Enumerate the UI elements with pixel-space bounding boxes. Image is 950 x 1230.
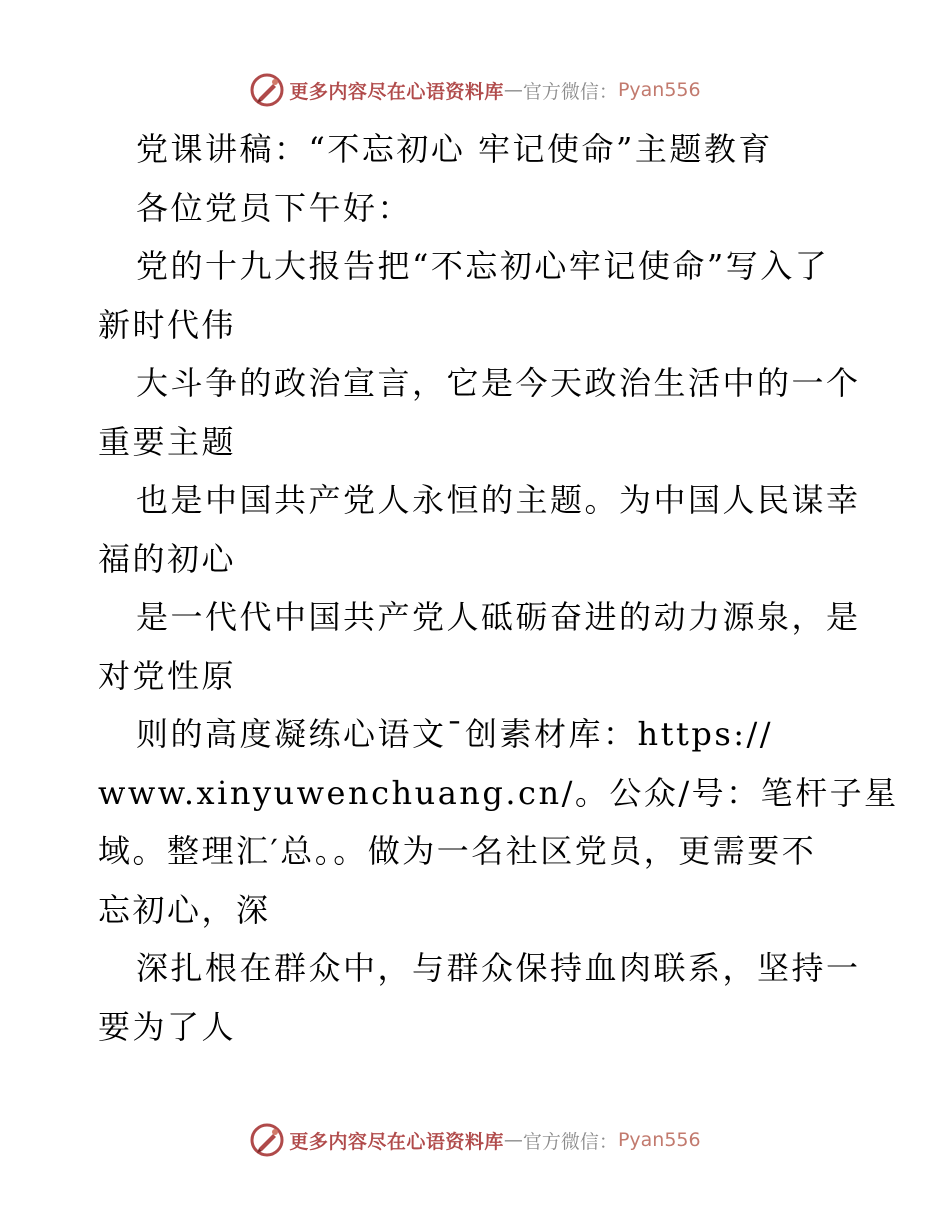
paragraph-line: 深扎根在群众中，与群众保持血肉联系，坚持一 <box>136 949 861 987</box>
wechat-label: 官方微信： <box>522 1130 618 1153</box>
site-text: 更多内容尽在心语资料库 <box>289 1130 504 1153</box>
wechat-id: Pyan556 <box>617 1129 701 1151</box>
paragraph-line: 则的高度凝练心语文¯创素材库：https:// <box>136 715 774 753</box>
greeting: 各位党员下午好： <box>136 188 413 227</box>
site-text: 更多内容尽在心语资料库 <box>289 80 504 103</box>
paragraph-line: 忘初心，深 <box>98 890 271 929</box>
document-body <box>98 120 899 1056</box>
banner-dash: — <box>503 1129 523 1151</box>
paragraph-line: 域。整理汇′总。。做为一名社区党员，更需要不 <box>98 832 817 870</box>
paragraph-line: 重要主题 <box>98 422 237 461</box>
paragraph-line: 是一代代中国共产党人砥砺奋进的动力源泉，是 <box>136 598 861 636</box>
banner-dash: — <box>503 79 523 101</box>
paragraph-line: 大斗争的政治宣言，它是今天政治生活中的一个 <box>136 364 861 402</box>
document-title: 党课讲稿：“不忘初心 牢记使命”主题教育 <box>136 130 773 168</box>
pen-logo-icon <box>249 1122 285 1158</box>
pen-logo-icon <box>249 72 285 108</box>
paragraph-line: 福的初心 <box>98 539 237 578</box>
header-banner <box>0 70 950 110</box>
wechat-label: 官方微信： <box>522 80 618 103</box>
paragraph-line: 要为了人 <box>98 1007 237 1046</box>
paragraph-line: 党的十九大报告把“不忘初心牢记使命”写入了 <box>136 247 830 285</box>
paragraph-line: 也是中国共产党人永恒的主题。为中国人民谋幸 <box>136 481 861 519</box>
paragraph-line: 新时代伟 <box>98 305 237 344</box>
paragraph-line: 对党性原 <box>98 656 237 695</box>
footer-banner <box>0 1120 950 1160</box>
paragraph-line: www.xinyuwenchuang.cn/。公众/号：笔杆子星 <box>98 773 899 812</box>
wechat-id: Pyan556 <box>617 79 701 101</box>
